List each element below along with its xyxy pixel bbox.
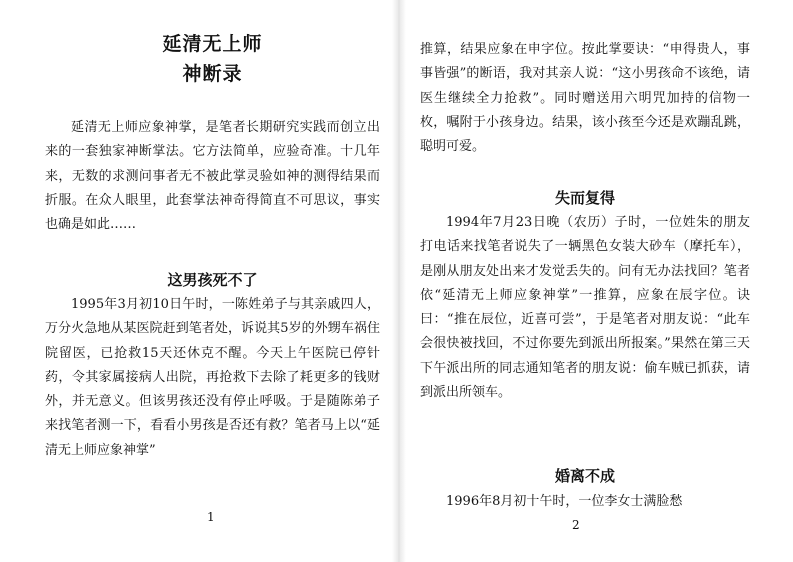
section-title-divorce: 婚离不成 [554, 467, 615, 485]
section-text-boy: 1995年3月初10日午时，一陈姓弟子与其亲戚四人，万分火急地从某医院赶到笔者处，诉说其5岁的外甥车祸住院留医，已抢救15天还休克不醒。今天上午医院已停针药，令其家属接病人出院，再抢救下去除了耗更多的钱财外，并无意义。但该男孩还没有停止呼吸。于是随陈弟子来找笔者测一下，看看小男孩是否还有救？笔者马上以“延清无上师应象神掌” [45, 297, 380, 458]
book-gutter [392, 0, 406, 562]
section-text-recovered: 1994年7月23日晚（农历）子时，一位姓朱的朋友打电话来找笔者说失了一辆黑色女装大砂车（摩托车），是刚从朋友处出来才发觉丢失的。问有无办法找回？笔者依“延清无上师应象神掌”一推算，应象在辰字位。诀曰：“推在辰位，近喜可尝”，于是笔者对朋友说：“此车会很快被找回，不过你要先到派出所报案。”果然在第三天下午派出所的同志通知笔者的朋友说：偷车贼已抓获，请到派出所领车。 [420, 215, 750, 401]
section-title-boy: 这男孩死不了 [167, 271, 258, 289]
section-title-recovered: 失而复得 [554, 189, 615, 207]
page-number-left: 1 [207, 510, 215, 524]
book-title-line2: 神断录 [182, 63, 243, 85]
intro-paragraph: 延清无上师应象神掌，是笔者长期研究实践而创立出来的一套独家神断掌法。它方法简单，应验奇准。十几年来，无数的求测问事者无不被此掌灵验如神的测得结果而折服。在众人眼里，此套掌法神奇得简直不可思议，事实也确是如此…… [45, 120, 380, 233]
continued-paragraph: 推算，结果应象在申字位。按此掌要诀：“申得贵人，事事皆强”的断语，我对其亲人说：“这小男孩命不该绝，请医生继续全力抢救”。同时赠送用六明咒加持的信物一枚，嘱附于小孩身边。结果，该小孩至今还是欢蹦乱跳，聪明可爱。 [420, 42, 750, 155]
left-page [45, 0, 380, 562]
right-page [420, 0, 750, 562]
page-number-right: 2 [572, 518, 580, 532]
book-title-line1: 延清无上师 [162, 33, 263, 55]
section-text-divorce: 1996年8月初十午时，一位李女士满脸愁 [446, 494, 683, 509]
